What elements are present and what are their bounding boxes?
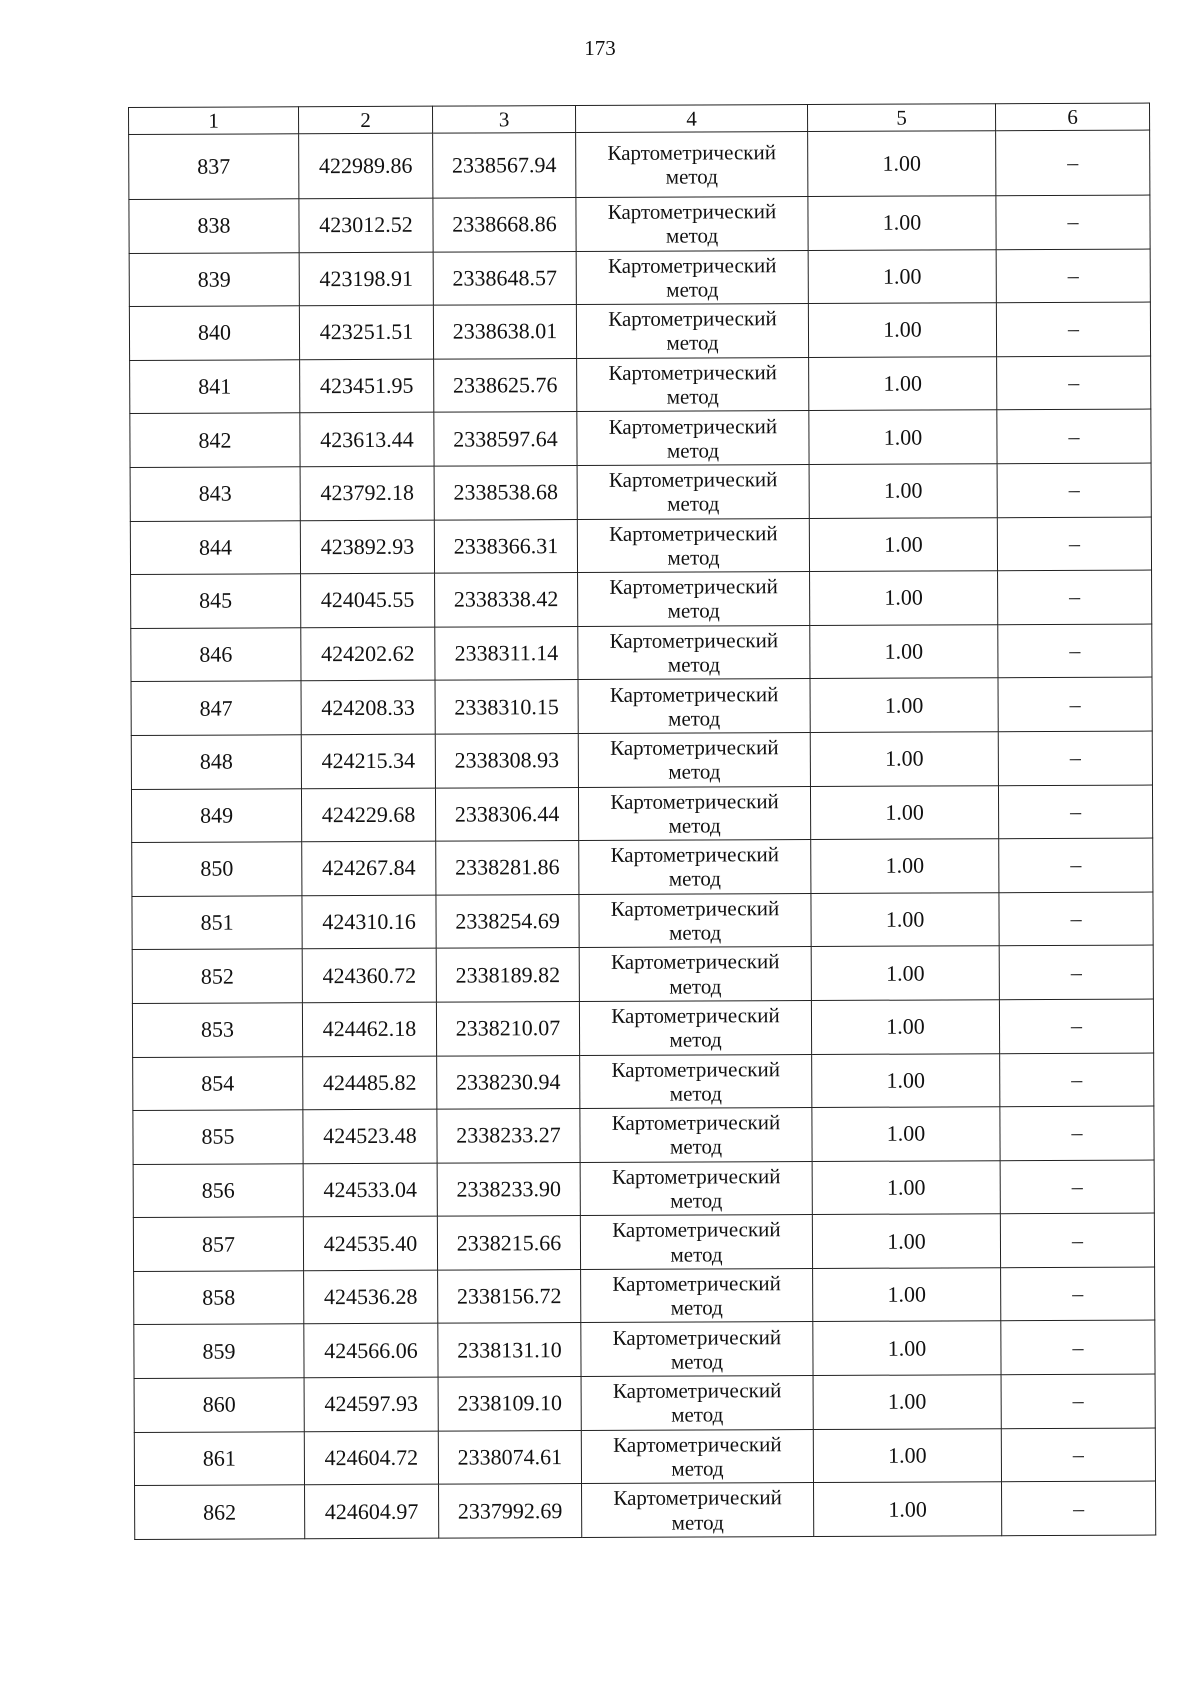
y-coordinate-cell: 2338308.93 [435, 733, 578, 787]
method-cell: Картометрический метод [576, 197, 808, 252]
point-number-cell: 856 [133, 1163, 303, 1217]
x-coordinate-cell: 424533.04 [303, 1163, 437, 1217]
y-coordinate-cell: 2338310.15 [435, 680, 578, 734]
method-cell: Картометрический метод [582, 1483, 814, 1538]
y-coordinate-cell: 2338638.01 [433, 305, 576, 359]
table-row [132, 999, 1153, 1057]
note-cell: – [999, 892, 1153, 946]
x-coordinate-cell: 424360.72 [302, 948, 436, 1002]
point-number-cell: 850 [132, 842, 302, 896]
y-coordinate-cell: 2338074.61 [438, 1430, 581, 1484]
x-coordinate-cell: 424535.40 [303, 1216, 437, 1270]
y-coordinate-cell: 2338597.64 [434, 412, 577, 466]
note-cell: – [999, 999, 1153, 1053]
note-cell: – [999, 945, 1153, 999]
table-row [131, 570, 1152, 628]
point-number-cell: 857 [133, 1217, 303, 1271]
x-coordinate-cell: 424597.93 [304, 1377, 438, 1431]
table-row [133, 1053, 1154, 1111]
accuracy-cell: 1.00 [809, 464, 997, 518]
column-header-5: 5 [807, 104, 995, 132]
point-number-cell: 838 [129, 199, 299, 253]
point-number-cell: 841 [130, 360, 300, 414]
point-number-cell: 848 [131, 735, 301, 789]
note-cell: – [1001, 1267, 1155, 1321]
x-coordinate-cell: 423451.95 [300, 359, 434, 413]
method-cell: Картометрический метод [579, 840, 811, 895]
accuracy-cell: 1.00 [810, 785, 998, 839]
x-coordinate-cell: 424604.72 [304, 1431, 438, 1485]
accuracy-cell: 1.00 [810, 732, 998, 786]
y-coordinate-cell: 2338306.44 [435, 787, 578, 841]
table-row [135, 1481, 1156, 1539]
y-coordinate-cell: 2338668.86 [433, 198, 576, 252]
accuracy-cell: 1.00 [809, 410, 997, 464]
table-row [132, 945, 1153, 1003]
table-body [129, 130, 1156, 1539]
x-coordinate-cell: 424485.82 [303, 1056, 437, 1110]
note-cell: – [1000, 1053, 1154, 1107]
table-row [134, 1321, 1155, 1379]
method-cell: Картометрический метод [579, 947, 811, 1002]
method-cell: Картометрический метод [579, 893, 811, 948]
y-coordinate-cell: 2338281.86 [436, 841, 579, 895]
note-cell: – [998, 624, 1152, 678]
accuracy-cell: 1.00 [812, 1053, 1000, 1107]
y-coordinate-cell: 2338189.82 [436, 948, 579, 1002]
note-cell: – [1000, 1106, 1154, 1160]
accuracy-cell: 1.00 [813, 1375, 1001, 1429]
method-cell: Картометрический метод [578, 679, 810, 734]
column-header-3: 3 [432, 106, 575, 134]
accuracy-cell: 1.00 [812, 1107, 1000, 1161]
y-coordinate-cell: 2338338.42 [435, 573, 578, 627]
point-number-cell: 844 [130, 520, 300, 574]
y-coordinate-cell: 2338210.07 [436, 1001, 579, 1055]
accuracy-cell: 1.00 [810, 571, 998, 625]
accuracy-cell: 1.00 [813, 1321, 1001, 1375]
x-coordinate-cell: 423892.93 [300, 520, 434, 574]
table-row [130, 463, 1151, 521]
method-cell: Картометрический метод [578, 625, 810, 680]
note-cell: – [997, 356, 1151, 410]
accuracy-cell: 1.00 [812, 1214, 1000, 1268]
note-cell: – [997, 517, 1151, 571]
point-number-cell: 849 [131, 788, 301, 842]
note-cell: – [998, 677, 1152, 731]
note-cell: – [999, 838, 1153, 892]
y-coordinate-cell: 2338567.94 [433, 133, 576, 199]
accuracy-cell: 1.00 [812, 1160, 1000, 1214]
accuracy-cell: 1.00 [811, 892, 999, 946]
column-header-6: 6 [995, 103, 1149, 131]
point-number-cell: 862 [135, 1485, 305, 1539]
table-row [134, 1428, 1155, 1486]
table-row [133, 1160, 1154, 1218]
method-cell: Картометрический метод [577, 465, 809, 520]
method-cell: Картометрический метод [578, 572, 810, 627]
table-row [131, 731, 1152, 789]
accuracy-cell: 1.00 [813, 1428, 1001, 1482]
table-row [134, 1267, 1155, 1325]
x-coordinate-cell: 424045.55 [301, 573, 435, 627]
note-cell: – [1000, 1160, 1154, 1214]
y-coordinate-cell: 2338233.27 [437, 1109, 580, 1163]
y-coordinate-cell: 2338625.76 [434, 358, 577, 412]
x-coordinate-cell: 424310.16 [302, 895, 436, 949]
method-cell: Картометрический метод [579, 1000, 811, 1055]
table-row [130, 356, 1151, 414]
accuracy-cell: 1.00 [809, 517, 997, 571]
x-coordinate-cell: 424208.33 [301, 681, 435, 735]
y-coordinate-cell: 2338254.69 [436, 894, 579, 948]
method-cell: Картометрический метод [577, 518, 809, 573]
point-number-cell: 858 [134, 1271, 304, 1325]
method-cell: Картометрический метод [576, 250, 808, 305]
table-row [129, 302, 1150, 360]
accuracy-cell: 1.00 [811, 1000, 999, 1054]
y-coordinate-cell: 2338131.10 [438, 1323, 581, 1377]
method-cell: Картометрический метод [580, 1054, 812, 1109]
point-number-cell: 847 [131, 681, 301, 735]
method-cell: Картометрический метод [576, 132, 808, 198]
method-cell: Картометрический метод [577, 411, 809, 466]
x-coordinate-cell: 424604.97 [305, 1484, 439, 1538]
note-cell: – [998, 731, 1152, 785]
point-number-cell: 839 [129, 252, 299, 306]
point-number-cell: 837 [129, 134, 299, 200]
method-cell: Картометрический метод [580, 1215, 812, 1270]
accuracy-cell: 1.00 [810, 624, 998, 678]
x-coordinate-cell: 423251.51 [299, 305, 433, 359]
point-number-cell: 854 [133, 1056, 303, 1110]
y-coordinate-cell: 2337992.69 [439, 1484, 582, 1538]
table-row [132, 838, 1153, 896]
point-number-cell: 851 [132, 895, 302, 949]
point-number-cell: 852 [132, 949, 302, 1003]
y-coordinate-cell: 2338538.68 [434, 466, 577, 520]
method-cell: Картометрический метод [576, 304, 808, 359]
y-coordinate-cell: 2338215.66 [437, 1216, 580, 1270]
y-coordinate-cell: 2338648.57 [433, 251, 576, 305]
y-coordinate-cell: 2338233.90 [437, 1162, 580, 1216]
point-number-cell: 846 [131, 628, 301, 682]
y-coordinate-cell: 2338156.72 [438, 1269, 581, 1323]
table-row [134, 1374, 1155, 1432]
table-row [131, 677, 1152, 735]
point-number-cell: 855 [133, 1110, 303, 1164]
note-cell: – [996, 302, 1150, 356]
accuracy-cell: 1.00 [808, 131, 996, 197]
x-coordinate-cell: 423012.52 [299, 198, 433, 252]
accuracy-cell: 1.00 [810, 678, 998, 732]
column-header-2: 2 [299, 106, 433, 134]
y-coordinate-cell: 2338230.94 [437, 1055, 580, 1109]
column-header-1: 1 [129, 107, 299, 135]
note-cell: – [1001, 1428, 1155, 1482]
y-coordinate-cell: 2338109.10 [438, 1377, 581, 1431]
y-coordinate-cell: 2338311.14 [435, 626, 578, 680]
table-row [130, 409, 1151, 467]
accuracy-cell: 1.00 [811, 839, 999, 893]
table-row [131, 624, 1152, 682]
method-cell: Картометрический метод [577, 357, 809, 412]
point-number-cell: 842 [130, 413, 300, 467]
point-number-cell: 861 [134, 1431, 304, 1485]
point-number-cell: 860 [134, 1378, 304, 1432]
point-number-cell: 843 [130, 467, 300, 521]
x-coordinate-cell: 424202.62 [301, 627, 435, 681]
accuracy-cell: 1.00 [808, 249, 996, 303]
table-row [133, 1213, 1154, 1271]
method-cell: Картометрический метод [578, 732, 810, 787]
point-number-cell: 853 [132, 1003, 302, 1057]
note-cell: – [998, 785, 1152, 839]
method-cell: Картометрический метод [578, 786, 810, 841]
x-coordinate-cell: 423792.18 [300, 466, 434, 520]
x-coordinate-cell: 424536.28 [304, 1270, 438, 1324]
table-row [133, 1106, 1154, 1164]
note-cell: – [996, 130, 1150, 196]
note-cell: – [1001, 1321, 1155, 1375]
method-cell: Картометрический метод [581, 1429, 813, 1484]
method-cell: Картометрический метод [581, 1376, 813, 1431]
point-number-cell: 859 [134, 1324, 304, 1378]
point-number-cell: 840 [129, 306, 299, 360]
x-coordinate-cell: 424566.06 [304, 1324, 438, 1378]
x-coordinate-cell: 424215.34 [301, 734, 435, 788]
note-cell: – [998, 570, 1152, 624]
x-coordinate-cell: 423198.91 [299, 252, 433, 306]
accuracy-cell: 1.00 [808, 303, 996, 357]
table-row [131, 785, 1152, 843]
note-cell: – [997, 409, 1151, 463]
point-number-cell: 845 [131, 574, 301, 628]
note-cell: – [996, 249, 1150, 303]
column-header-4: 4 [575, 105, 807, 133]
y-coordinate-cell: 2338366.31 [434, 519, 577, 573]
method-cell: Картометрический метод [581, 1268, 813, 1323]
x-coordinate-cell: 424523.48 [303, 1109, 437, 1163]
x-coordinate-cell: 424462.18 [302, 1002, 436, 1056]
method-cell: Картометрический метод [580, 1161, 812, 1216]
accuracy-cell: 1.00 [808, 196, 996, 250]
table-row [132, 892, 1153, 950]
x-coordinate-cell: 423613.44 [300, 413, 434, 467]
note-cell: – [1002, 1481, 1156, 1535]
method-cell: Картометрический метод [580, 1108, 812, 1163]
note-cell: – [997, 463, 1151, 517]
x-coordinate-cell: 424267.84 [302, 841, 436, 895]
table-row [130, 517, 1151, 575]
note-cell: – [1001, 1374, 1155, 1428]
page-number: 173 [584, 36, 616, 60]
accuracy-cell: 1.00 [814, 1482, 1002, 1536]
method-cell: Картометрический метод [581, 1322, 813, 1377]
x-coordinate-cell: 422989.86 [299, 133, 433, 199]
accuracy-cell: 1.00 [811, 946, 999, 1000]
coordinates-table [128, 103, 1156, 1540]
table-row [129, 195, 1150, 253]
x-coordinate-cell: 424229.68 [301, 788, 435, 842]
note-cell: – [1000, 1213, 1154, 1267]
note-cell: – [996, 195, 1150, 249]
table-row [129, 130, 1150, 199]
table-row [129, 249, 1150, 307]
accuracy-cell: 1.00 [813, 1268, 1001, 1322]
accuracy-cell: 1.00 [809, 356, 997, 410]
